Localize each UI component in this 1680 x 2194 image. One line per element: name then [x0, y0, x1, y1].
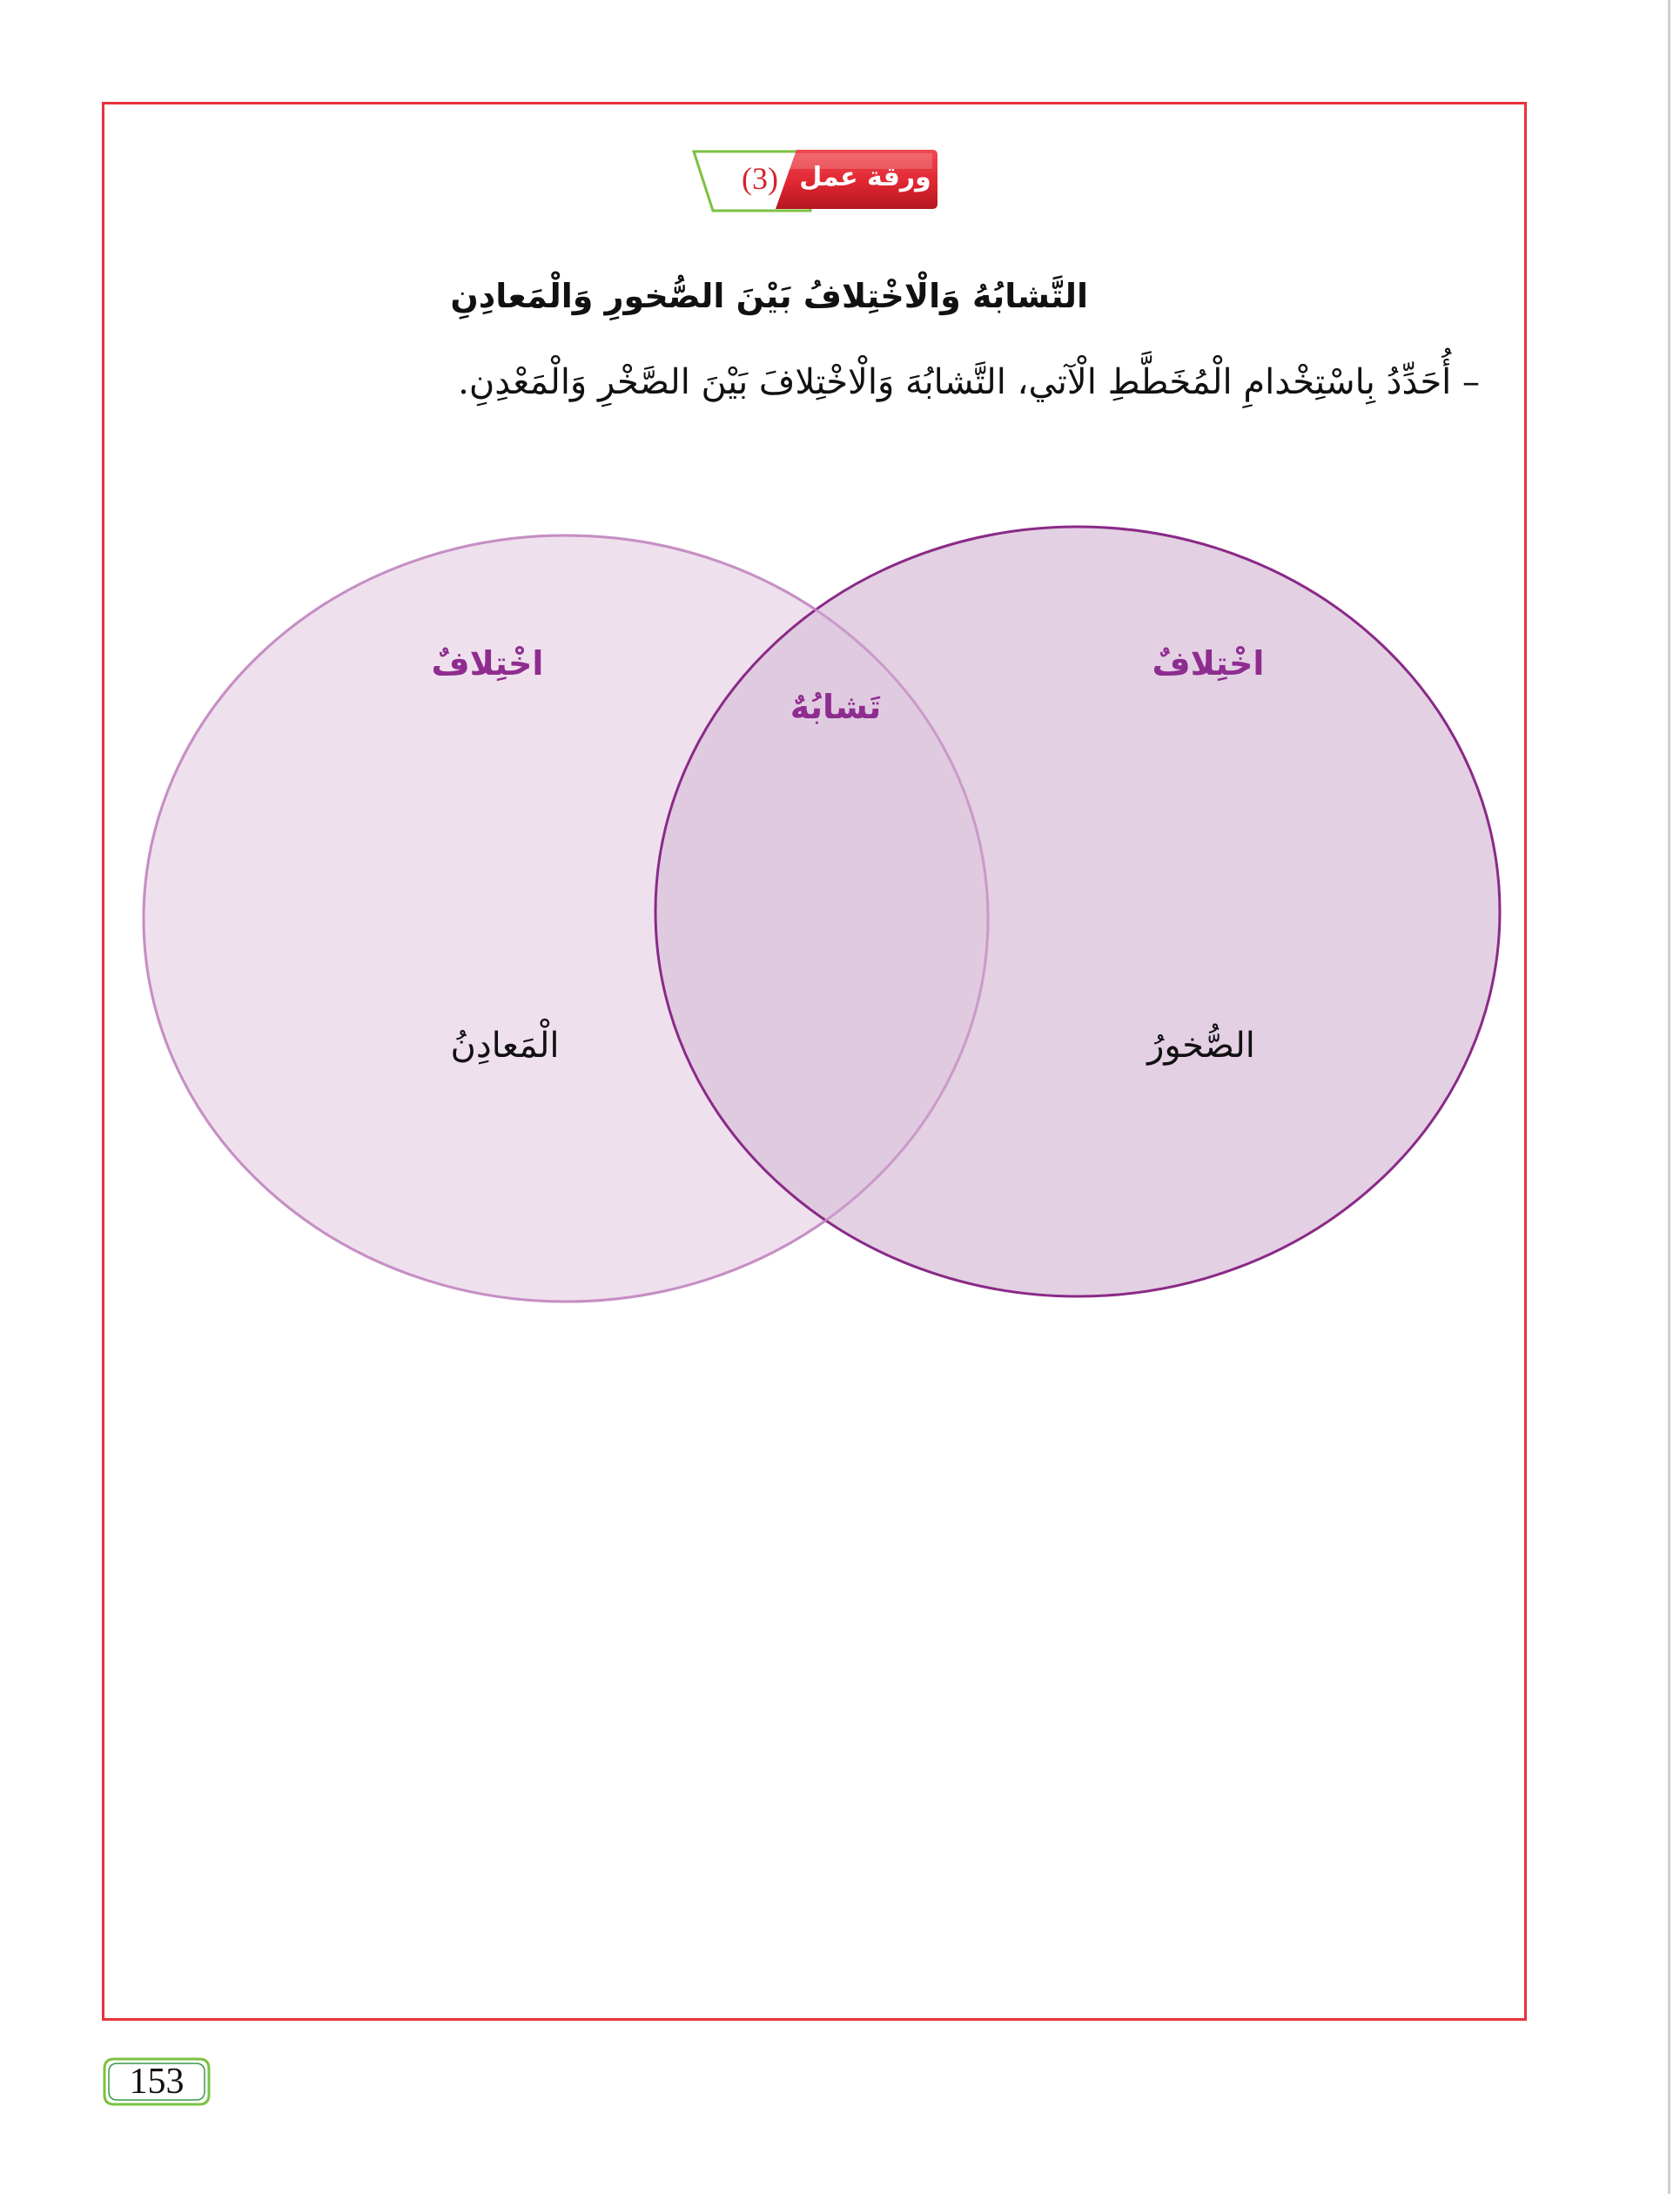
right-difference-label: اخْتِلافٌ	[1152, 644, 1265, 683]
instruction-text: – أُحَدِّدُ بِاسْتِخْدامِ الْمُخَطَّطِ الْآتي، التَّشابُهَ وَالْاخْتِلافَ بَيْنَ الصَّخْرِ وَالْمَعْدِنِ.	[458, 362, 1480, 402]
page-number: 153	[129, 2062, 185, 2102]
page-edge	[1668, 0, 1670, 2194]
venn-diagram	[131, 514, 1523, 1315]
worksheet-number: (3)	[742, 161, 778, 196]
left-difference-label: اخْتِلافٌ	[431, 644, 544, 683]
similarity-label: تَشابُهٌ	[790, 688, 882, 726]
venn-shapes	[131, 514, 1523, 1315]
page-title: التَّشابُهُ وَالْاخْتِلافُ بَيْنَ الصُّخورِ وَالْمَعادِنِ	[450, 277, 1088, 315]
worksheet-badge	[692, 146, 940, 212]
minerals-label: الْمَعادِنُ	[450, 1026, 560, 1066]
worksheet-label: ورقة عمل	[799, 162, 931, 192]
page-number-badge	[102, 2056, 212, 2107]
rocks-label: الصُّخورُ	[1147, 1026, 1255, 1066]
right-circle	[655, 527, 1500, 1296]
